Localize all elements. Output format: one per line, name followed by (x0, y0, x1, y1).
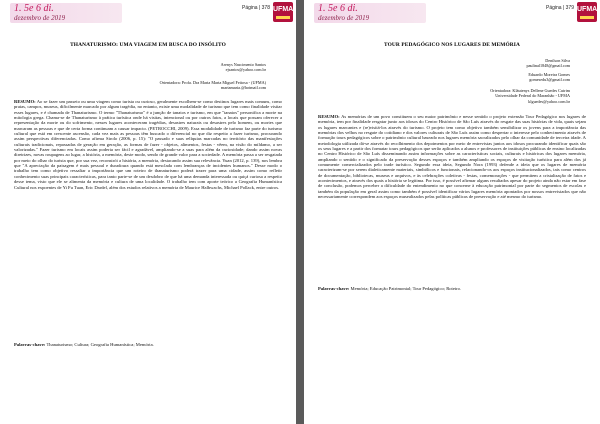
keywords-text: Thanaturismo; Cultura; Geografia Humanística; Memória. (46, 342, 154, 347)
abstract-text: As memórias de um povo constituem o seu maior patrimônio e nesse sentido o projeto extensão Tour Pedagógico nos lugares de memória, tem por finalidade resgatar junto aos idosos do Centro Histórico de São Luís através do resgate das suas histórias de vida, quais sejam os lugares marcantes e (re)visitá-los através do turismo. O projeto tem como objetivo também sensibilizar os jovens para a importância das memórias dos velhos no resgate do cotidiano e dos valores culturais de São Luís assim como despertar o interesse pelo conhecimento através de formação tours pedagógicos sobre o patrimônio cultural baseado nos lugares memória sacralizados pelo olhar da comunidade de terceira idade. A metodologia utilizada dá-se através do recolhimento dos depoimentos por meio de entrevistas juntos aos idosos procurando identificar quais são os seus lugares e a partir dos formatar tours pedagógicos que serão aplicados a alunos e professores de instituições públicas de ensino localizadas no Centro Histórico de São Luís disseminando assim informações sobre as características sociais, culturais e históricas dos lugares memória, ampliando o sentido e o significado da preservação desses espaços e também ampliando os espaços de visitação turística para além dos já comumente comercializados pelo trade turístico. Segundo essa ideia, Segundo Nora (1993) defende a ideia que os lugares de memória caracterizam-se por serem dialeticamente materiais, simbólicos e funcionais, relacionando-os aos espaços institucionalizados, tais como centros de documentação, bibliotecas, museus e arquivos, e às celebrações coletivas - festas, comemorações - que permitem a cristalização de fatos e acontecimentos, e através dos quais a história se legitima. Por isso, é possível afirmar alguns resultados apesar do projeto ainda não estar em fase de conclusão, podemos perceber a dificuldade do entendimento no que concerne à educação patrimonial por parte do segmentos de escolas e também da população em geral assim como também é possível identificar vários lugares memória apontados por nossos entrevistados que não necessariamente correspondem aos espaços musealizados pelas políticas públicas de preservação e até mesmo do turismo. (318, 114, 586, 200)
advisor-block (420, 88, 570, 104)
event-banner (314, 3, 426, 23)
university-logo (577, 2, 597, 22)
keywords (14, 342, 282, 347)
university-logo (273, 2, 293, 22)
banner-main-text: 1. 5e 6 di. (14, 3, 54, 14)
abstract-label: RESUMO: (14, 99, 36, 104)
author-name: Eduardo Moreira Gomes (528, 72, 570, 77)
event-banner (10, 3, 122, 23)
banner-sub-text: dezembro de 2019 (14, 14, 66, 22)
logo-letters: UFMA (273, 6, 294, 13)
author-email: gomesedu3@gmail.com (529, 77, 570, 83)
advisor-email: klguedes@yahoo.com.br (528, 98, 570, 104)
keywords (318, 286, 586, 291)
logo-bar (276, 16, 290, 19)
advisor-role: Orientadora: Profa. Dra Maria Marta Miguel Feitosa - (UFMA) (159, 80, 266, 85)
advisor-role: Orientadora: Kláutenys Dellene Guedes Cutrim (490, 88, 570, 93)
abstract (14, 99, 282, 190)
banner-sub-text: dezembro de 2019 (318, 14, 370, 22)
logo-bar (580, 16, 594, 19)
paper-title: THANATURISMO: UMA VIAGEM EM BUSCA DO INSÓLITO (70, 42, 226, 48)
page-number: Página | 378 (242, 5, 270, 11)
right-page (304, 0, 600, 424)
page-number: Página | 379 (546, 5, 574, 11)
page-gutter (296, 0, 304, 424)
advisor-institution: Universidade Federal do Maranhão - UFMA (495, 93, 570, 99)
abstract-text: Ao se fazer um passeio ou uma viagem como turista ou curioso, geralmente escolhem-se como destinos lugares mais comuns, como praias, campos, museus, dificilmente marcado por algum tragédia, no entanto, existe uma modalidade de turismo que tem como finalidade visitar esses lugares, e é chamada de Thanaturismo. O termo "Thanaturismo" é a junção de tanatos e turismo, em que "tanatos" personifica a morte na mitologia grega. Chama-se de Thanaturismo à prática turística onde há visitas, intencional ou por outros fatos, a locais que possam oferecer a representação da morte ou do sofrimento, nesses lugares aconteceram tragédias, desastres naturais ou desastres pelo homem, ou mortes que marcaram as pessoas e que de certa forma continuam a causar impacto. (PETROCCHI, 2009). Essa modalidade de turismo faz parte do turismo cultural que está em crescente ascensão, cada vez mais as pessoas têm buscado o diferencial no que diz respeito a fazer turismo, procurando assim perspectivas diferenciadas. Como afirma Sirolo (2006, p. 15): "O passado e suas relíquias marcadas no território das manifestações culturais tradicionais, repassadas de geração em geração, as formas de fazer - objetos, alimentos, festas - vêem, na visão do mildamo, a ser valorizadas." Fazer turismo em locais assim poderia ser fácil e agradável, ampliando-se a suas para além da curiosidade; dando assim novas diretrizes, novas roupagens ao lugar, a história, a memória, deste modo, sendo de grande valor para a sociedade. A memória passa a ser resgatada por meio do olhar do turista que, por sua vez, reconstrói a história, a memória, destacando assim sua relevância. Yuan (2012, p. 139), nos lembra que "A apreciação da paisagem é mais pessoal e duradoura quando está mesclada com lembranças de incidentes humanos." Desse modo o trabalho tem como objetivo ressaltar a importância que um roteiro de thanaturismo poderá trazer para uma cidade, assim como refletir conhecimento suas principais características, para tanto parte-se de um desdobro de que há uma demanda interessada ou quiçá curiosa a respeito desse tema, visto que ele se alimenta da memória e cultura de uma localidade. O trabalho tem com aporte teórico a Geografia Humanística Cultural nos expoentes de Yi Fu Tuan, Eric Dardel, além dos estudos relativos a memória de Maurice Halbwachs, Michael Pollack, entre outros. (14, 99, 282, 190)
abstract-label: RESUMO: (318, 114, 340, 119)
author-block (420, 58, 570, 69)
left-page (0, 0, 296, 424)
advisor-block (116, 80, 266, 91)
author-name: Denilson Silva (545, 58, 570, 63)
keywords-label: Palavras-chave: (318, 286, 350, 291)
paper-title: TOUR PEDAGÓGICO NOS LUGARES DE MEMÓRIA (384, 42, 520, 48)
author-email: ejsantos@yahoo.com.br (225, 67, 266, 73)
keywords-text: Memória; Educação Patrimonial; Tour Pedagógico; Roteiro. (350, 286, 462, 291)
banner-main-text: 1. 5e 6 di. (318, 3, 358, 14)
author-block (420, 72, 570, 83)
logo-letters: UFMA (577, 6, 598, 13)
advisor-email: martamaria.@hotmail.com (220, 85, 266, 91)
author-block (116, 62, 266, 73)
abstract (318, 114, 586, 200)
author-email: paulinal1848@gmail.com (526, 63, 570, 69)
author-name: Arenys Nascimento Santos (220, 62, 266, 67)
keywords-label: Palavras-chave: (14, 342, 46, 347)
